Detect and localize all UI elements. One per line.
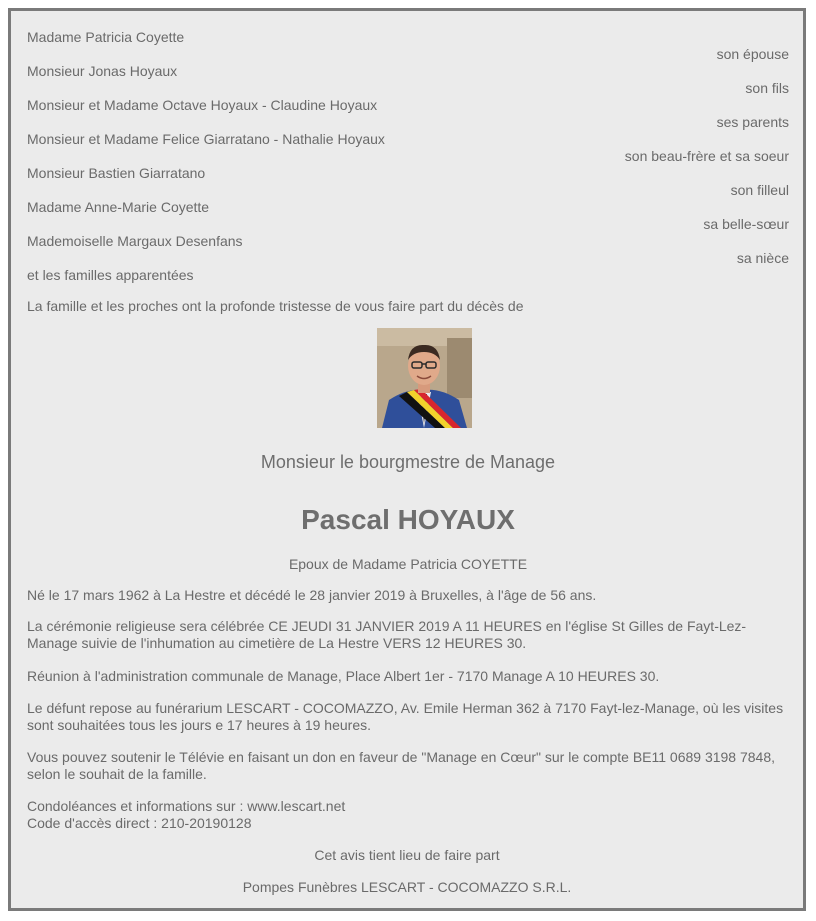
relative-role: sa nièce	[736, 250, 789, 266]
ceremony-text: La cérémonie religieuse sera célébrée CE JEUDI 31 JANVIER 2019 A 11 HEURES en l'église St Gilles de Fayt-Lez-Manage suivie de l'inhumation au cimetière de La Hestre VERS 12 HEURES 30.	[27, 618, 747, 651]
relative-name: Madame Anne-Marie Coyette	[27, 199, 210, 215]
obituary-content	[27, 11, 789, 895]
relative-role: son fils	[745, 80, 789, 96]
condolences-text: Condoléances et informations sur : www.lescart.net	[27, 798, 346, 814]
relative-role: sa belle-sœur	[703, 216, 789, 232]
deceased-title: Monsieur le bourgmestre de Manage	[260, 452, 556, 472]
relative-role: son épouse	[716, 46, 789, 62]
relative-role: son beau-frère et sa soeur	[624, 148, 789, 164]
intro-text: La famille et les proches ont la profonde tristesse de vous faire part du décès de	[27, 298, 524, 314]
relative-name: et les familles apparentées	[27, 267, 194, 283]
donation-text: Vous pouvez soutenir le Télévie en faisant un don en faveur de "Manage en Cœur" sur le compte BE11 0689 3198 7848, selon le souhait de la famille.	[27, 749, 776, 782]
portrait-photo	[377, 328, 472, 428]
access-code-text: Code d'accès direct : 210-20190128	[27, 815, 252, 831]
relative-name: Monsieur et Madame Felice Giarratano - Nathalie Hoyaux	[27, 131, 385, 147]
birth-death-text: Né le 17 mars 1962 à La Hestre et décédé le 28 janvier 2019 à Bruxelles, à l'âge de 56 ans.	[27, 587, 597, 603]
deceased-spouse: Epoux de Madame Patricia COYETTE	[288, 556, 528, 572]
relative-name: Monsieur Bastien Giarratano	[27, 165, 206, 181]
relative-name: Monsieur et Madame Octave Hoyaux - Claudine Hoyaux	[27, 97, 378, 113]
relative-name: Mademoiselle Margaux Desenfans	[27, 233, 243, 249]
obituary-card	[8, 8, 806, 911]
relative-name: Monsieur Jonas Hoyaux	[27, 63, 178, 79]
notice-text: Cet avis tient lieu de faire part	[314, 847, 500, 863]
undertaker-text: Pompes Funèbres LESCART - COCOMAZZO S.R.L.	[242, 879, 572, 895]
relative-name: Madame Patricia Coyette	[27, 29, 185, 45]
relative-role: son filleul	[730, 182, 789, 198]
funerarium-text: Le défunt repose au funérarium LESCART - COCOMAZZO, Av. Emile Herman 362 à 7170 Fayt-lez-Manage, où les visites sont souhaitées tous les jours e 17 heures à 19 heures.	[27, 700, 784, 733]
deceased-name: Pascal HOYAUX	[301, 504, 515, 535]
reunion-text: Réunion à l'administration communale de Manage, Place Albert 1er - 7170 Manage A 10 HEURES 30.	[27, 668, 660, 684]
relative-role: ses parents	[716, 114, 789, 130]
relatives-list	[27, 11, 789, 311]
